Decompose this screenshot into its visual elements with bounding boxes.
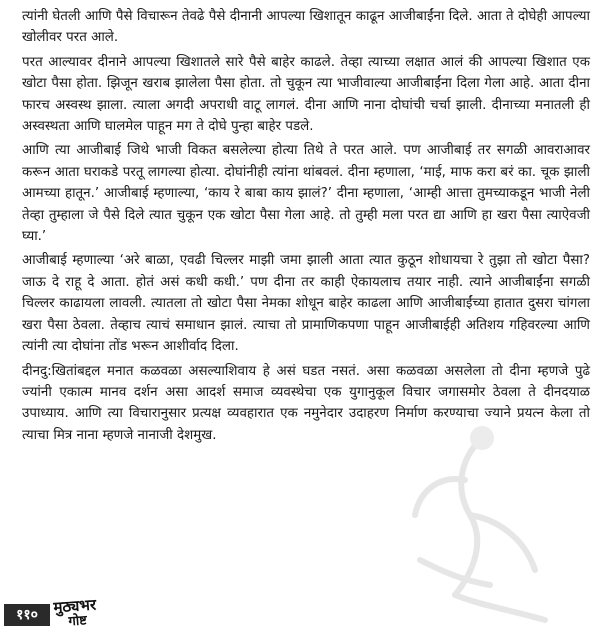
paragraph: त्यांनी घेतली आणि पैसे विचारून तेवढे पैसे दीनानी आपल्या खिशातून काढून आजीबाईंना दिले. आता ते दोघेही आपल्या खोलीवर परत आले. [22,9,590,46]
book-logo-line1: मुठ्यभर [52,595,97,617]
book-logo [53,597,98,632]
page-footer [0,592,600,632]
paragraph: आजीबाई म्हणाल्या ‘अरे बाळा, एवढी चिल्लर माझी जमा झाली आता त्यात कुठून शोधायचा रे तुझा तो खोटा पैसा? जाऊ दे राहू दे आता. होतं असं कधी कधी.’ पण दीना तर काही ऐकायलाच तयार नाही. त्याने आजीबाईंना सगळी चिल्लर काढायला लावली. त्यातला तो खोटा पैसा नेमका शोधून बाहेर काढला आणि आजीबाईंच्या हातात दुसरा चांगला खरा पैसा ठेवला. तेव्हाच त्याचं समाधान झालं. त्याचा तो प्रामाणिकपणा पाहून आजीबाईही अतिशय गहिवरल्या आणि त्यांनी त्या दोघांना तोंड भरून आशीर्वाद दिला. [22,253,590,355]
book-logo-line2: गोष्ट [68,613,88,630]
paragraph: परत आल्यावर दीनाने आपल्या खिशातले सारे पैसे बाहेर काढले. तेव्हा त्याच्या लक्षात आलं की आपल्या खिशात एक खोटा पैसा होता. झिजून खराब झालेला पैसा होता. तो चुकून त्या भाजीवाल्या आजीबाईंना दिला गेला आहे. आता दीना फारच अस्वस्थ झाला. त्याला अगदी अपराधी वाटू लागलं. दीना आणि नाना दोघांची चर्चा झाली. दीनाच्या मनातली ही अस्वस्थता आणि घालमेल पाहून मग ते दोघे पुन्हा बाहेर पडले. [22,54,590,135]
body-text [22,6,590,449]
paragraph: आणि त्या आजीबाई जिथे भाजी विकत बसलेल्या होत्या तिथे ते परत आले. पण आजीबाई तर सगळी आवराआवर करून आता घराकडे परतू लागल्या होत्या. दोघांनीही त्यांना थांबवलं. दीना म्हणाला, ‘माई, माफ करा बरं का. चूक झाली आमच्या हातून.’ आजीबाई म्हणाल्या, ‘काय रे बाबा काय झालं?’ दीना म्हणाला, ‘आम्ही आत्ता तुमच्याकडून भाजी नेली तेव्हा तुम्हाला जे पैसे दिले त्यात चुकून एक खोटा पैसा गेला आहे. तो तुम्ही मला परत द्या आणि हा खरा पैसा त्याऐवजी घ्या.’ [22,143,590,245]
page-number: ११० [4,604,50,626]
paragraph: दीनदु:खितांबद्दल मनात कळवळा असल्याशिवाय हे असं घडत नसतं. असा कळवळा असलेला तो दीना म्हणजे पुढे ज्यांनी एकात्म मानव दर्शन असा आदर्श समाज व्यवस्थेचा एक युगानुकूल विचार जगासमोर ठेवला ते दीनदयाळ उपाध्याय. आणि त्या विचारानुसार प्रत्यक्ष व्यवहारात एक नमुनेदार उदाहरण निर्माण करण्याचा ज्याने प्रयत्न केला तो त्याचा मित्र नाना म्हणजे नानाजी देशमुख. [22,363,590,443]
